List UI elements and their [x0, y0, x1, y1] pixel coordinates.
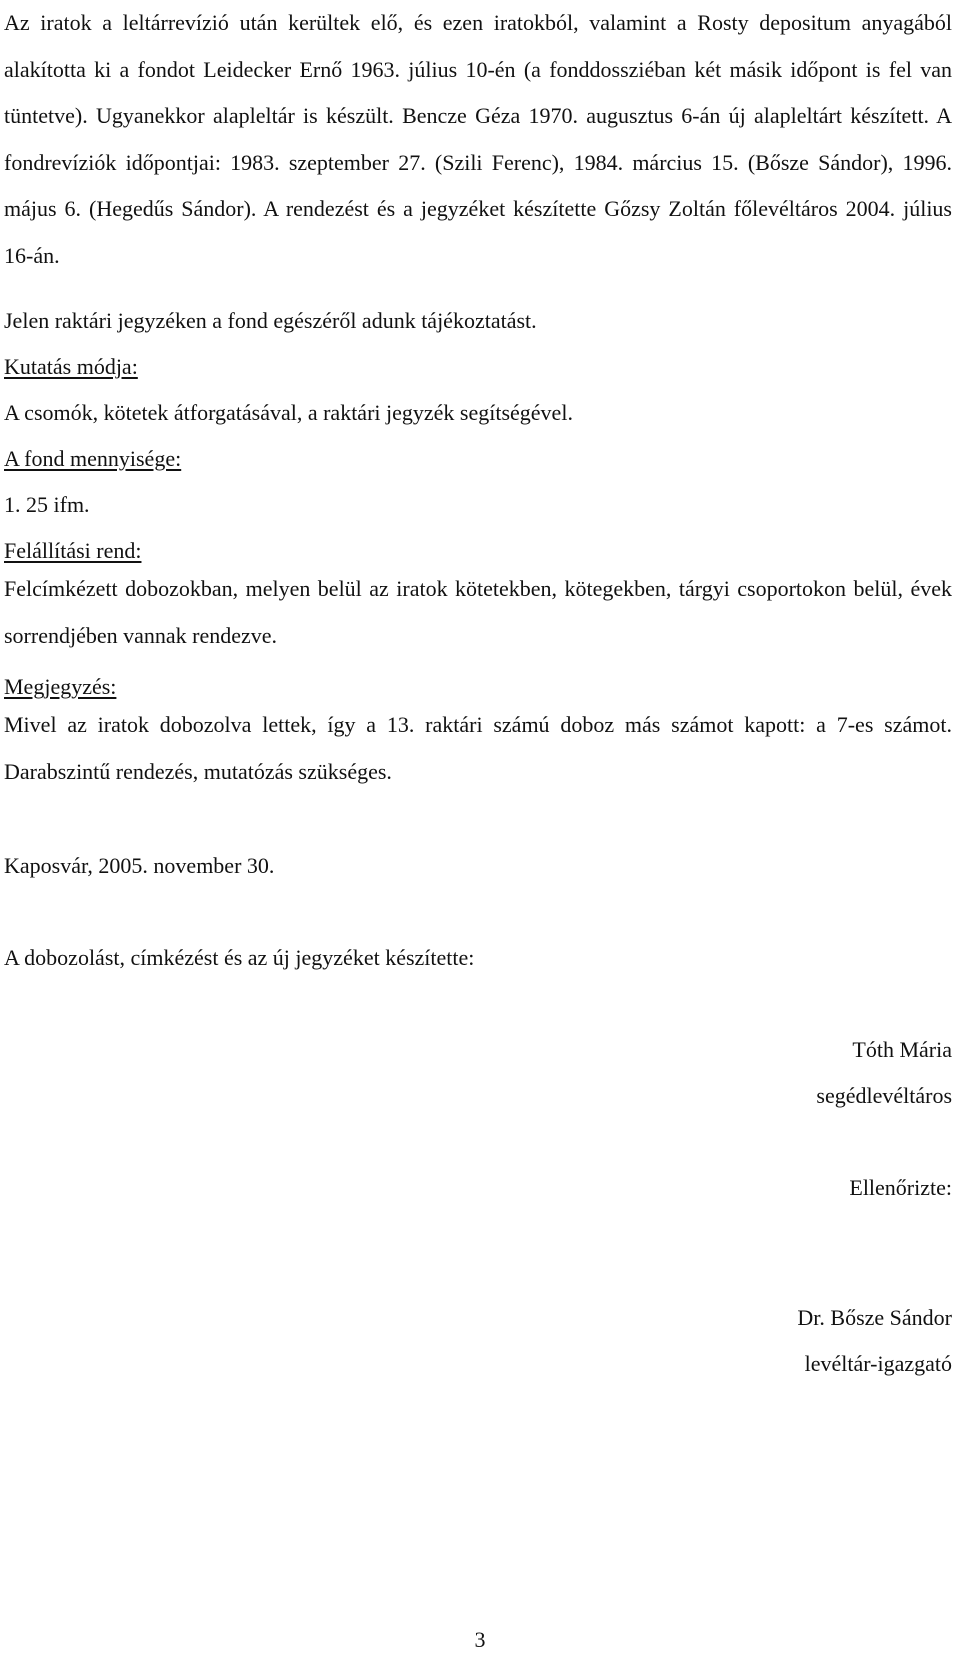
- quantity-text: 1. 25 ifm.: [4, 492, 90, 517]
- preparer-title: segédlevéltáros: [816, 1083, 952, 1108]
- place-date: Kaposvár, 2005. november 30.: [4, 853, 275, 878]
- arrangement-text: Felcímkézett dobozokban, melyen belül az iratok kötetekben, kötegekben, tárgyi csoportokon belül, évek sorrendjében vannak rendezve.: [4, 576, 952, 648]
- arrangement-heading: Felállítási rend:: [4, 538, 142, 563]
- prepared-by-line: A dobozolást, címkézést és az új jegyzéket készítette:: [4, 945, 475, 970]
- page-number: 3: [474, 1627, 486, 1652]
- checker-name: Dr. Bősze Sándor: [797, 1305, 952, 1330]
- intro-paragraph: Az iratok a leltárrevízió után kerültek elő, és ezen iratokból, valamint a Rosty depositum anyagából alakította ki a fondot Leidecker Ernő 1963. július 10-én (a fonddossziéban két másik időpont is fel van tüntetve). Ugyanekkor alapleltár is készült. Bencze Géza 1970. augusztus 6-án új alapleltárt készített. A fondrevíziók időpontjai: 1983. szeptember 27. (Szili Ferenc), 1984. március 15. (Bősze Sándor), 1996. május 6. (Hegedűs Sándor). A rendezést és a jegyzéket készítette Gőzsy Zoltán főlevéltáros 2004. július 16-án.: [4, 10, 952, 268]
- research-heading: Kutatás módja:: [4, 354, 138, 379]
- scope-sentence: Jelen raktári jegyzéken a fond egészéről adunk tájékoztatást.: [4, 308, 537, 333]
- note-text: Mivel az iratok dobozolva lettek, így a 13. raktári számú doboz más számot kapott: a 7-es számot. Darabszintű rendezés, mutatózás szükséges.: [4, 712, 952, 784]
- note-heading: Megjegyzés:: [4, 674, 117, 699]
- preparer-name: Tóth Mária: [852, 1037, 952, 1062]
- research-text: A csomók, kötetek átforgatásával, a raktári jegyzék segítségével.: [4, 400, 573, 425]
- checked-label: Ellenőrizte:: [849, 1175, 952, 1200]
- checker-title: levéltár-igazgató: [804, 1351, 952, 1376]
- quantity-heading: A fond mennyisége:: [4, 446, 182, 471]
